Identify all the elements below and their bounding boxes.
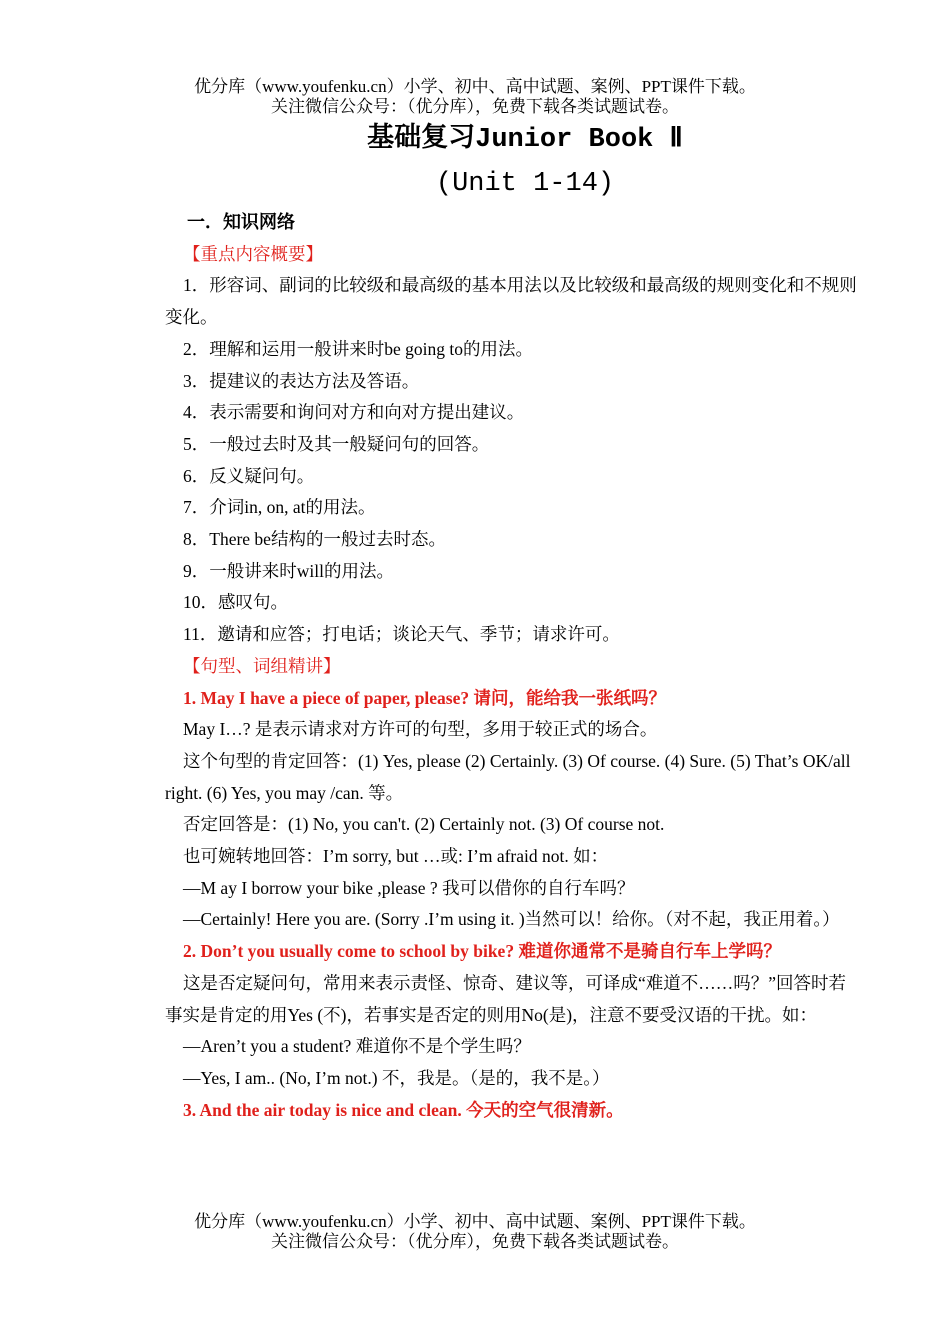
pattern-3-title: 3. And the air today is nice and clean. 今天的空气很清新。 [183,1099,624,1120]
list-item: 2．理解和运用一般讲来时be going to的用法。 [183,338,533,359]
page-header [0,77,950,117]
paragraph: 也可婉转地回答：I’m sorry, but …或: I’m afraid not. 如： [183,846,609,867]
document-subtitle: (Unit 1-14) [435,169,615,199]
example-line: —M ay I borrow your bike ,please ? 我可以借你的自行车吗？ [183,877,635,898]
list-item: 3．提建议的表达方法及答语。 [183,370,420,391]
list-item: 5．一般过去时及其一般疑问句的回答。 [183,433,490,454]
example-line: —Yes, I am.. (No, I’m not.) 不，我是。（是的，我不是。） [183,1067,610,1088]
example-line: —Aren’t you a student? 难道你不是个学生吗？ [183,1036,531,1057]
document-body [165,207,858,1126]
list-item: 11．邀请和应答；打电话；谈论天气、季节；请求许可。 [183,624,620,645]
list-item: 7．介词in, on, at的用法。 [183,497,376,518]
list-item: 10．感叹句。 [183,592,288,613]
paragraph: 否定回答是：(1) No, you can't. (2) Certainly not. (3) Of course not. [183,814,665,835]
list-item: 9．一般讲来时will的用法。 [183,560,394,581]
example-line: —Certainly! Here you are. (Sorry .I’m using it. )当然可以！给你。（对不起，我正用着。） [183,909,840,930]
paragraph: 这个句型的肯定回答：(1) Yes, please (2) Certainly. (3) Of course. (4) Sure. (5) That’s OK/all right. (6) Yes, you may /can. 等。 [165,750,851,803]
list-item: 1．形容词、副词的比较级和最高级的基本用法以及比较级和最高级的规则变化和不规则变化。 [165,275,857,328]
section-subheading-sentence-patterns: 【句型、词组精讲】 [183,655,341,676]
section-subheading-key-points: 【重点内容概要】 [183,243,323,264]
list-item: 8．There be结构的一般过去时态。 [183,529,446,550]
header-line-1: 优分库（www.youfenku.cn）小学、初中、高中试题、案例、PPT课件下载。 [194,77,756,96]
section-heading-knowledge-network: 一．知识网络 [187,212,295,233]
pattern-2-title: 2. Don’t you usually come to school by bike? 难道你通常不是骑自行车上学吗？ [183,941,781,962]
list-item: 4．表示需要和询问对方和向对方提出建议。 [183,402,525,423]
pattern-1-title: 1. May I have a piece of paper, please? 请问，能给我一张纸吗？ [183,687,667,708]
page-footer [0,1212,950,1252]
list-item: 6．反义疑问句。 [183,465,315,486]
footer-line-1: 优分库（www.youfenku.cn）小学、初中、高中试题、案例、PPT课件下载。 [194,1212,756,1231]
header-line-2: 关注微信公众号：（优分库），免费下载各类试题试卷。 [271,97,679,116]
document-title: 基础复习Junior Book Ⅱ [367,125,683,155]
paragraph: 这是否定疑问句，常用来表示责怪、惊奇、建议等，可译成“难道不……吗？”回答时若事实是肯定的用Yes (不)，若事实是否定的则用No(是)，注意不要受汉语的干扰。如： [165,972,847,1025]
paragraph: May I…? 是表示请求对方许可的句型，多用于较正式的场合。 [183,719,658,740]
footer-line-2: 关注微信公众号：（优分库），免费下载各类试题试卷。 [271,1232,679,1251]
